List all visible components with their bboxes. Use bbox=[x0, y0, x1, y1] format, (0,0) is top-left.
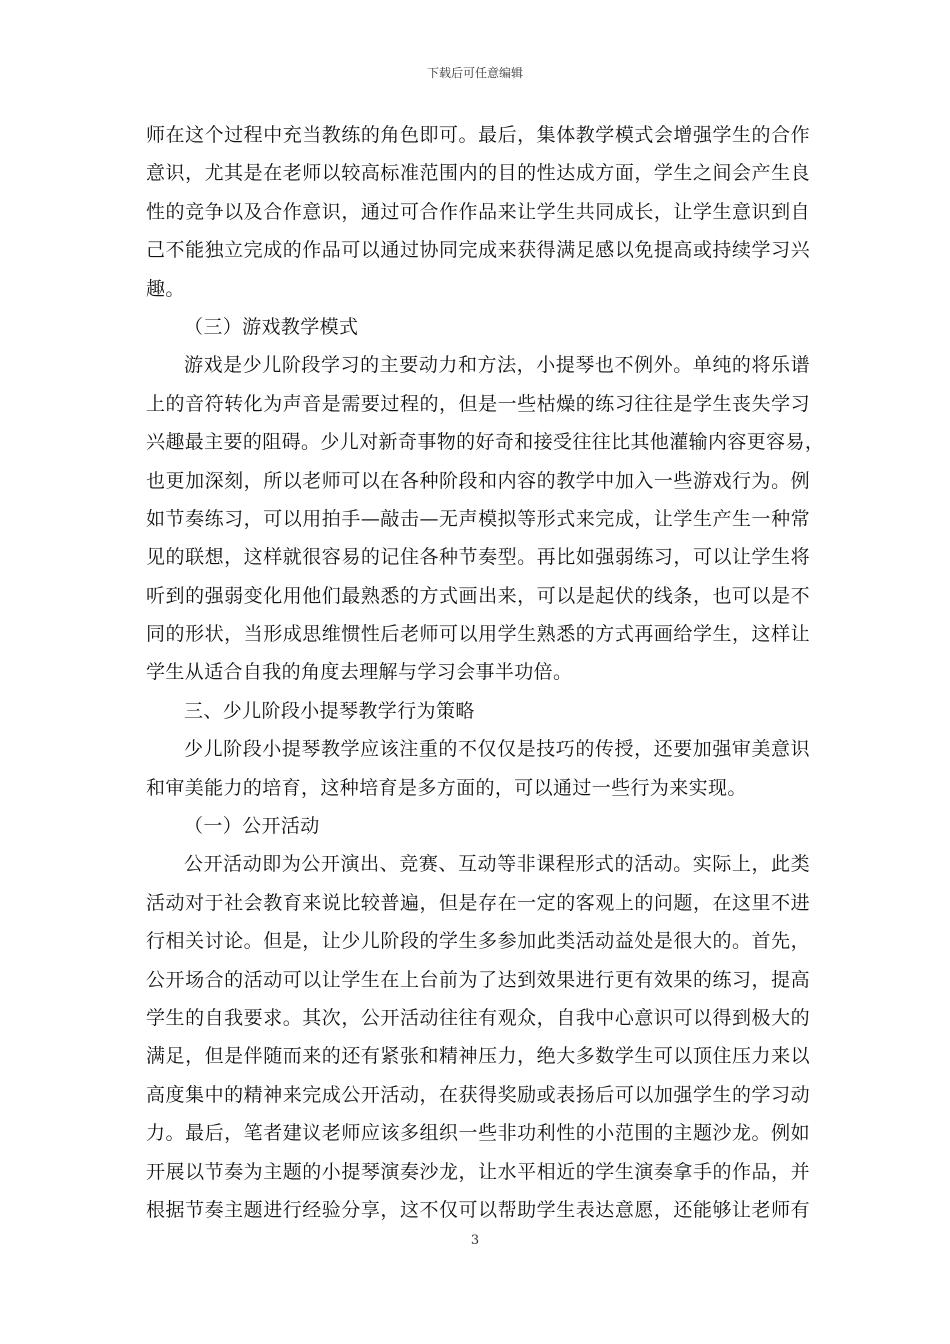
text-line: 公开场合的活动可以让学生在上台前为了达到效果进行更有效果的练习，提高 bbox=[146, 968, 810, 991]
text-line: 开展以节奏为主题的小提琴演奏沙龙，让水平相近的学生演奏拿手的作品，并 bbox=[146, 1160, 810, 1183]
text-line: 活动对于社会教育来说比较普遍，但是存在一定的客观上的问题，在这里不进 bbox=[146, 891, 810, 914]
text-line: 高度集中的精神来完成公开活动，在获得奖励或表扬后可以加强学生的学习动 bbox=[146, 1083, 810, 1106]
text-line: 满足，但是伴随而来的还有紧张和精神压力，绝大多数学生可以顶住压力来以 bbox=[146, 1045, 810, 1068]
text-line: 见的联想，这样就很容易的记住各种节奏型。再比如强弱练习，可以让学生将 bbox=[146, 546, 810, 569]
text-line: （一）公开活动 bbox=[184, 815, 320, 838]
text-line: 师在这个过程中充当教练的角色即可。最后，集体教学模式会增强学生的合作 bbox=[146, 124, 810, 146]
text-line: 己不能独立完成的作品可以通过协同完成来获得满足感以免提高或持续学习兴 bbox=[146, 239, 810, 262]
text-line: 力。最后，笔者建议老师应该多组织一些非功利性的小范围的主题沙龙。例如 bbox=[146, 1122, 810, 1145]
text-line: （三）游戏教学模式 bbox=[184, 315, 359, 338]
text-line: 性的竞争以及合作意识，通过可合作作品来让学生共同成长，让学生意识到自 bbox=[146, 200, 810, 223]
text-line: 行相关讨论。但是，让少儿阶段的学生多参加此类活动益处是很大的。首先， bbox=[146, 930, 810, 953]
text-line: 如节奏练习，可以用拍手—敲击—无声模拟等形式来完成，让学生产生一种常 bbox=[146, 507, 810, 530]
text-line: 意识，尤其是在老师以较高标准范围内的目的性达成方面，学生之间会产生良 bbox=[146, 162, 810, 185]
page-header: 下载后可任意编辑 bbox=[426, 66, 523, 80]
text-line: 上的音符转化为声音是需要过程的，但是一些枯燥的练习往往是学生丧失学习 bbox=[146, 392, 810, 415]
text-line: 游戏是少儿阶段学习的主要动力和方法，小提琴也不例外。单纯的将乐谱 bbox=[184, 354, 810, 377]
text-line: 三、少儿阶段小提琴教学行为策略 bbox=[184, 699, 475, 722]
page-number: 3 bbox=[470, 1233, 480, 1248]
text-line: 也更加深刻，所以老师可以在各种阶段和内容的教学中加入一些游戏行为。例 bbox=[146, 469, 810, 492]
text-line: 听到的强弱变化用他们最熟悉的方式画出来，可以是起伏的线条，也可以是不 bbox=[146, 584, 810, 607]
text-line: 同的形状，当形成思维惯性后老师可以用学生熟悉的方式再画给学生，这样让 bbox=[146, 623, 810, 646]
body-text bbox=[146, 116, 825, 1229]
text-line: 和审美能力的培育，这种培育是多方面的，可以通过一些行为来实现。 bbox=[146, 776, 747, 799]
text-line: 兴趣最主要的阻碍。少儿对新奇事物的好奇和接受往往比其他灌输内容更容易， bbox=[146, 431, 825, 454]
text-line: 学生的自我要求。其次，公开活动往往有观众，自我中心意识可以得到极大的 bbox=[146, 1006, 810, 1029]
text-line: 根据节奏主题进行经验分享，这不仅可以帮助学生表达意愿，还能够让老师有 bbox=[146, 1198, 810, 1221]
text-line: 公开活动即为公开演出、竞赛、互动等非课程形式的活动。实际上，此类 bbox=[184, 853, 810, 876]
text-line: 趣。 bbox=[146, 277, 185, 300]
text-line: 学生从适合自我的角度去理解与学习会事半功倍。 bbox=[146, 661, 573, 684]
text-line: 少儿阶段小提琴教学应该注重的不仅仅是技巧的传授，还要加强审美意识 bbox=[184, 738, 810, 761]
